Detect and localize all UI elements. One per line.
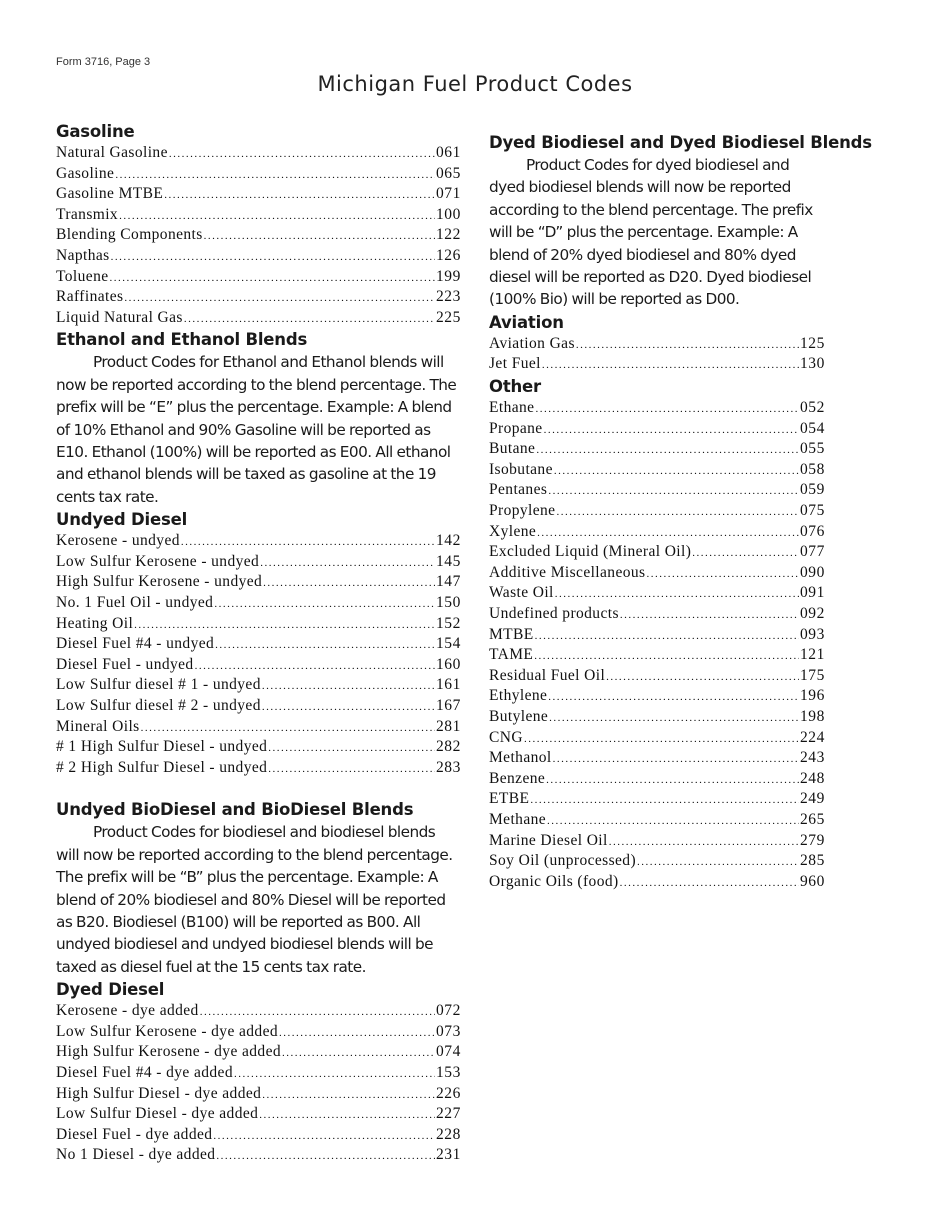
product-code-row <box>489 851 825 872</box>
product-code: 223 <box>435 288 461 306</box>
product-code: 243 <box>799 749 825 767</box>
product-code: 279 <box>799 831 825 849</box>
product-name: Kerosene - undyed <box>56 532 180 550</box>
product-name: Waste Oil <box>489 584 554 602</box>
product-name: Gasoline MTBE <box>56 185 164 203</box>
product-name: Mineral Oils <box>56 717 140 735</box>
section-heading-gasoline: Gasoline <box>56 122 135 141</box>
dot-leader <box>115 165 435 185</box>
product-code-row <box>489 334 825 355</box>
product-code-row <box>489 872 825 893</box>
product-code-row <box>56 758 461 779</box>
dot-leader <box>548 687 799 707</box>
dot-leader <box>263 573 435 593</box>
product-name: Low Sulfur Kerosene - dye added <box>56 1022 279 1040</box>
product-name: Low Sulfur Diesel - dye added <box>56 1105 259 1123</box>
dot-leader <box>546 770 799 790</box>
dot-leader <box>262 676 435 696</box>
section-spacer <box>56 778 461 798</box>
product-code: 199 <box>435 267 461 285</box>
product-name: Marine Diesel Oil <box>489 831 608 849</box>
product-code: 225 <box>435 308 461 326</box>
dot-leader <box>535 626 799 646</box>
product-code-row <box>56 593 461 614</box>
product-code-row <box>56 205 461 226</box>
product-code-row <box>489 810 825 831</box>
product-code-row <box>489 563 825 584</box>
product-code: 142 <box>435 532 461 550</box>
product-code-row <box>489 686 825 707</box>
product-name: Aviation Gas <box>489 334 575 352</box>
product-code-row <box>489 460 825 481</box>
product-code: 282 <box>435 738 461 756</box>
product-code-row <box>56 1104 461 1125</box>
product-name: High Sulfur Kerosene - dye added <box>56 1043 282 1061</box>
product-code-row <box>56 634 461 655</box>
product-code-row <box>56 1022 461 1043</box>
product-name: Blending Components <box>56 226 203 244</box>
product-name: High Sulfur Diesel - dye added <box>56 1084 262 1102</box>
section-heading-undyed-diesel: Undyed Diesel <box>56 510 188 530</box>
dot-leader <box>609 832 799 852</box>
product-code: 091 <box>799 584 825 602</box>
dot-leader <box>554 461 799 481</box>
product-code: 058 <box>799 460 825 478</box>
product-name: High Sulfur Kerosene - undyed <box>56 573 263 591</box>
product-name: Low Sulfur Kerosene - undyed <box>56 552 260 570</box>
product-code-row <box>56 1063 461 1084</box>
product-name: Soy Oil (unprocessed) <box>489 852 637 870</box>
product-name: Benzene <box>489 769 546 787</box>
dot-leader <box>119 206 435 226</box>
dot-leader <box>259 1105 435 1125</box>
product-code: 285 <box>799 852 825 870</box>
dot-leader <box>620 605 799 625</box>
product-code-row <box>56 655 461 676</box>
product-name: Raffinates <box>56 288 124 306</box>
undyed-diesel-code-list <box>56 531 461 778</box>
product-code: 160 <box>435 655 461 673</box>
product-code: 153 <box>435 1063 461 1081</box>
product-code: 130 <box>799 355 825 373</box>
product-code: 283 <box>435 758 461 776</box>
product-code: 960 <box>799 872 825 890</box>
section-heading-undyed-biodiesel: Undyed BioDiesel and BioDiesel Blends <box>56 800 414 820</box>
product-code-row <box>489 354 825 375</box>
product-code-row <box>56 696 461 717</box>
product-code-row <box>56 717 461 738</box>
product-name: Organic Oils (food) <box>489 872 619 890</box>
product-name: Ethylene <box>489 687 548 705</box>
product-name: Natural Gasoline <box>56 144 168 161</box>
product-name: Excluded Liquid (Mineral Oil) <box>489 543 692 561</box>
product-name: Napthas <box>56 246 110 264</box>
dot-leader <box>646 564 798 584</box>
product-name: Diesel Fuel #4 - undyed <box>56 635 215 653</box>
product-name: Butylene <box>489 707 549 725</box>
dot-leader <box>111 247 435 267</box>
product-code-row <box>489 707 825 728</box>
product-code-row <box>489 501 825 522</box>
product-code-row <box>489 645 825 666</box>
product-code-row <box>489 666 825 687</box>
product-code-row <box>489 419 825 440</box>
product-name: # 2 High Sulfur Diesel - undyed <box>56 758 268 776</box>
product-code: 075 <box>799 502 825 519</box>
product-code-row <box>56 287 461 308</box>
product-code: 125 <box>799 334 825 352</box>
dot-leader <box>262 1085 435 1105</box>
page-title: Michigan Fuel Product Codes <box>317 72 633 96</box>
product-code-row <box>56 737 461 758</box>
product-code: 161 <box>435 676 461 694</box>
section-heading-other: Other <box>489 377 541 397</box>
product-code-row <box>489 480 825 501</box>
product-code: 152 <box>435 614 461 632</box>
product-code-row <box>489 748 825 769</box>
dot-leader <box>537 523 799 543</box>
dot-leader <box>606 667 799 687</box>
dot-leader <box>692 543 799 563</box>
product-name: Diesel Fuel #4 - dye added <box>56 1063 233 1081</box>
product-code: 224 <box>799 728 825 746</box>
dot-leader <box>536 440 799 460</box>
product-code-row <box>489 728 825 749</box>
product-code: 175 <box>799 666 825 684</box>
product-code: 100 <box>435 205 461 223</box>
product-code: 265 <box>799 810 825 828</box>
product-name: # 1 High Sulfur Diesel - undyed <box>56 738 268 756</box>
dot-leader <box>164 185 435 205</box>
product-code-row <box>56 164 461 185</box>
product-code-row <box>489 625 825 646</box>
dot-leader <box>637 852 799 872</box>
dot-leader <box>204 226 435 246</box>
product-name: Diesel Fuel - dye added <box>56 1125 213 1143</box>
product-code-row <box>489 583 825 604</box>
product-code: 121 <box>799 646 825 664</box>
dot-leader <box>548 481 799 501</box>
product-code: 074 <box>435 1043 461 1061</box>
dot-leader <box>134 615 435 635</box>
product-name: Jet Fuel <box>489 355 541 373</box>
product-code: 226 <box>435 1084 461 1102</box>
dot-leader <box>555 584 799 604</box>
product-code: 092 <box>799 604 825 622</box>
product-name: ETBE <box>489 790 530 808</box>
product-code: 054 <box>799 419 825 437</box>
dot-leader <box>282 1043 435 1063</box>
product-name: Propylene <box>489 502 556 519</box>
dot-leader <box>214 594 435 614</box>
product-code-row <box>489 439 825 460</box>
product-code-row <box>56 267 461 288</box>
product-code: 059 <box>799 481 825 499</box>
product-code-row <box>489 789 825 810</box>
dot-leader <box>124 288 435 308</box>
product-code-row <box>56 675 461 696</box>
product-code: 071 <box>435 185 461 203</box>
product-name: Xylene <box>489 522 537 540</box>
dot-leader <box>553 749 799 769</box>
dot-leader <box>620 873 799 893</box>
product-code: 090 <box>799 563 825 581</box>
product-code-row <box>56 614 461 635</box>
section-heading-dyed-diesel: Dyed Diesel <box>56 980 165 1000</box>
product-code-row <box>56 572 461 593</box>
product-code-row <box>489 542 825 563</box>
dot-leader <box>216 1146 435 1166</box>
section-heading-aviation: Aviation <box>489 312 564 332</box>
dot-leader <box>535 399 799 419</box>
product-code: 154 <box>435 635 461 653</box>
dyed-diesel-code-list <box>56 1001 461 1166</box>
dot-leader <box>195 656 435 676</box>
product-code-row <box>489 769 825 790</box>
product-code-row <box>489 398 825 419</box>
product-code: 073 <box>435 1022 461 1040</box>
product-code-row <box>489 522 825 543</box>
product-code-row <box>56 308 461 329</box>
product-name: Toluene <box>56 267 109 285</box>
dyed-biodiesel-description: Product Codes for dyed biodiesel and dyed biodiesel blends will now be reported according to the blend percentage. The prefix will be “D” plus the percentage. Example: A blend of 20% dyed biodiesel and 80% dyed diesel will be reported as D20. Dyed biodiesel (100% Bio) will be reported as D00. <box>489 156 813 309</box>
product-name: Kerosene - dye added <box>56 1002 199 1020</box>
product-code-row <box>56 1001 461 1022</box>
other-code-list <box>489 398 825 892</box>
right-column <box>489 131 872 892</box>
product-code: 196 <box>799 687 825 705</box>
product-name: Transmix <box>56 205 119 223</box>
product-code-row <box>56 225 461 246</box>
dot-leader <box>524 729 799 749</box>
form-reference: Form 3716, Page 3 <box>56 56 151 68</box>
product-code-row <box>56 1084 461 1105</box>
gasoline-code-list <box>56 143 461 328</box>
product-code: 077 <box>799 543 825 561</box>
dot-leader <box>547 811 799 831</box>
dot-leader <box>542 355 799 375</box>
product-code: 150 <box>435 593 461 611</box>
product-code-row <box>56 531 461 552</box>
dot-leader <box>181 532 435 552</box>
product-code: 249 <box>799 790 825 808</box>
product-name: Ethane <box>489 399 535 417</box>
product-code: 126 <box>435 246 461 264</box>
product-code-row <box>56 1042 461 1063</box>
dot-leader <box>215 635 435 655</box>
product-code: 076 <box>799 522 825 540</box>
product-code-row <box>56 552 461 573</box>
dot-leader <box>262 697 435 717</box>
product-code: 248 <box>799 769 825 787</box>
product-code: 122 <box>435 226 461 244</box>
product-name: Additive Miscellaneous <box>489 563 646 581</box>
product-code: 055 <box>799 440 825 458</box>
dot-leader <box>534 646 799 666</box>
left-column <box>56 120 461 1166</box>
product-name: Heating Oil <box>56 614 134 632</box>
product-name: Liquid Natural Gas <box>56 308 183 326</box>
dot-leader <box>576 335 799 355</box>
product-name: Butane <box>489 440 536 458</box>
product-code: 228 <box>435 1125 461 1143</box>
dot-leader <box>184 309 435 329</box>
product-name: Low Sulfur diesel # 2 - undyed <box>56 696 261 714</box>
product-name: Pentanes <box>489 481 548 499</box>
dot-leader <box>234 1064 435 1084</box>
dot-leader <box>279 1023 435 1043</box>
product-name: Undefined products <box>489 604 619 622</box>
product-code: 072 <box>435 1002 461 1020</box>
product-code-row <box>56 1145 461 1166</box>
dot-leader <box>213 1126 435 1146</box>
product-code: 061 <box>435 144 461 161</box>
product-code: 227 <box>435 1105 461 1123</box>
product-code: 145 <box>435 552 461 570</box>
dot-leader <box>544 420 799 440</box>
product-code-row <box>489 604 825 625</box>
product-code-row <box>56 246 461 267</box>
product-name: Methanol <box>489 749 552 767</box>
product-name: Residual Fuel Oil <box>489 666 606 684</box>
product-name: Gasoline <box>56 164 115 182</box>
product-name: TAME <box>489 646 534 664</box>
dot-leader <box>549 708 799 728</box>
product-code-row <box>56 1125 461 1146</box>
product-code: 281 <box>435 717 461 735</box>
product-code-row <box>56 143 461 164</box>
undyed-biodiesel-description: Product Codes for biodiesel and biodiesel blends will now be reported according to the blend percentage. The prefix will be “B” plus the percentage. Example: A blend of 20% biodiesel and 80% Diesel will be reported as B20. Biodiesel (B100) will be reported as B00. All undyed biodiesel and undyed biodiesel blends will be taxed as diesel fuel at the 15 cents tax rate. <box>56 823 453 976</box>
section-heading-dyed-biodiesel: Dyed Biodiesel and Dyed Biodiesel Blends <box>489 133 872 152</box>
product-name: No. 1 Fuel Oil - undyed <box>56 593 214 611</box>
product-code: 052 <box>799 399 825 417</box>
product-code: 147 <box>435 573 461 591</box>
product-code-row <box>489 831 825 852</box>
product-name: Isobutane <box>489 460 553 478</box>
product-name: Diesel Fuel - undyed <box>56 655 194 673</box>
dot-leader <box>169 144 435 164</box>
dot-leader <box>141 718 435 738</box>
product-name: Low Sulfur diesel # 1 - undyed <box>56 676 261 694</box>
dot-leader <box>268 759 435 779</box>
product-name: MTBE <box>489 625 534 643</box>
dot-leader <box>556 502 798 522</box>
product-code: 093 <box>799 625 825 643</box>
product-name: CNG <box>489 728 523 746</box>
product-code: 198 <box>799 707 825 725</box>
section-heading-ethanol: Ethanol and Ethanol Blends <box>56 330 308 350</box>
product-name: No 1 Diesel - dye added <box>56 1146 216 1164</box>
product-code: 167 <box>435 696 461 714</box>
dot-leader <box>200 1002 435 1022</box>
product-code: 231 <box>435 1146 461 1164</box>
product-name: Methane <box>489 810 547 828</box>
product-code-row <box>56 184 461 205</box>
product-code: 065 <box>435 164 461 182</box>
product-name: Propane <box>489 419 543 437</box>
ethanol-description: Product Codes for Ethanol and Ethanol blends will now be reported according to the blend percentage. The prefix will be “E” plus the percentage. Example: A blend of 10% Ethanol and 90% Gasoline will be reported as E10. Ethanol (100%) will be reported as E00. All ethanol and ethanol blends will be taxed as gasoline at the 19 cents tax rate. <box>56 353 457 506</box>
aviation-code-list <box>489 334 825 375</box>
dot-leader <box>260 553 435 573</box>
dot-leader <box>110 268 435 288</box>
dot-leader <box>268 738 435 758</box>
dot-leader <box>530 790 799 810</box>
